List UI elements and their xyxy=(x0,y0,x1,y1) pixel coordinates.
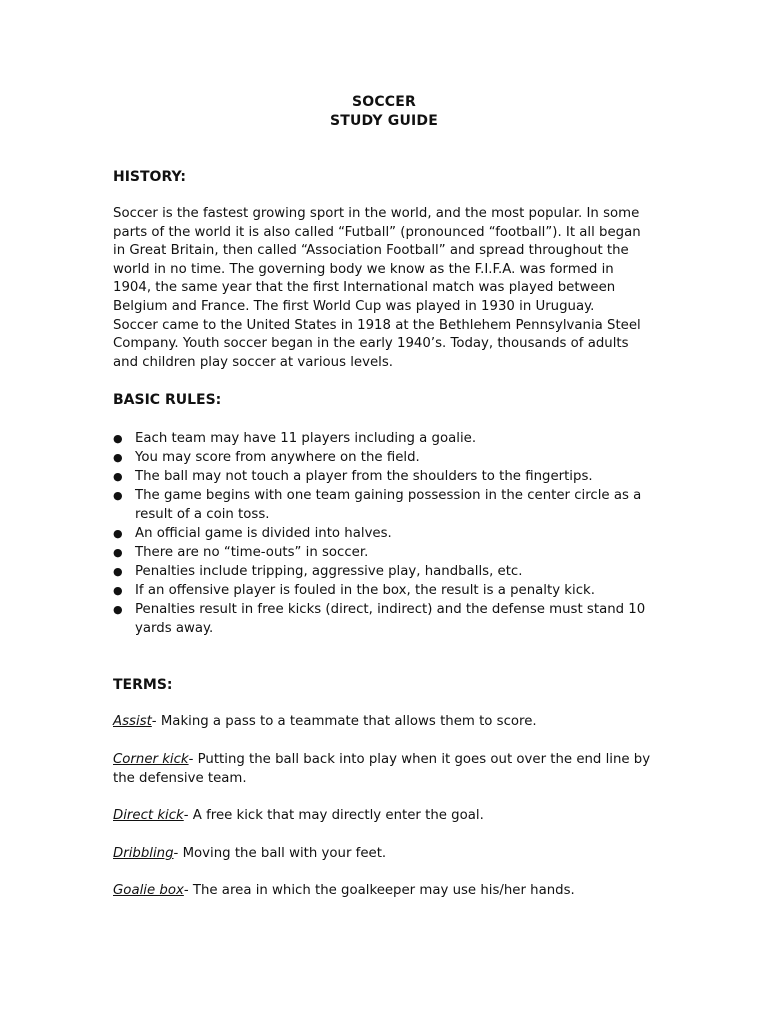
bullet-icon: ● xyxy=(113,432,123,445)
rule-text: An official game is divided into halves. xyxy=(135,526,392,541)
bullet-icon: ● xyxy=(113,565,123,578)
bullet-icon: ● xyxy=(113,603,123,616)
term-definition: - Putting the ball back into play when it goes out over the end line by the defensive team. xyxy=(113,752,651,786)
term-name: Direct kick xyxy=(113,808,184,823)
bullet-icon: ● xyxy=(113,470,123,483)
rule-text: The ball may not touch a player from the shoulders to the fingertips. xyxy=(135,469,593,484)
rule-text: There are no “time-outs” in soccer. xyxy=(135,545,369,560)
term-entry xyxy=(113,882,653,901)
rule-text: You may score from anywhere on the field. xyxy=(135,450,420,465)
document-title: SOCCER xyxy=(351,94,417,110)
rule-item xyxy=(113,429,653,448)
rule-item xyxy=(113,562,653,581)
bullet-icon: ● xyxy=(113,451,123,464)
term-name: Corner kick xyxy=(113,752,189,767)
rule-item xyxy=(113,448,653,467)
rule-item xyxy=(113,543,653,562)
bullet-icon: ● xyxy=(113,489,123,502)
history-heading: HISTORY: xyxy=(113,169,186,185)
rule-item xyxy=(113,486,653,524)
bullet-icon: ● xyxy=(113,546,123,559)
term-name: Dribbling xyxy=(113,846,174,861)
term-name: Assist xyxy=(113,714,152,729)
rule-item xyxy=(113,581,653,600)
term-definition: - Moving the ball with your feet. xyxy=(173,846,387,861)
rule-text: Penalties result in free kicks (direct, indirect) and the defense must stand 10 yards away. xyxy=(135,602,646,636)
rule-text: Each team may have 11 players including a goalie. xyxy=(135,431,477,446)
rule-item xyxy=(113,600,653,638)
bullet-icon: ● xyxy=(113,527,123,540)
document-subtitle: STUDY GUIDE xyxy=(329,113,439,129)
terms-heading: TERMS: xyxy=(113,677,173,693)
term-name: Goalie box xyxy=(113,883,184,898)
rule-text: If an offensive player is fouled in the box, the result is a penalty kick. xyxy=(135,583,595,598)
term-entry xyxy=(113,751,653,788)
rule-item xyxy=(113,467,653,486)
rule-text: Penalties include tripping, aggressive play, handballs, etc. xyxy=(135,564,523,579)
term-definition: - A free kick that may directly enter the goal. xyxy=(183,808,484,823)
term-definition: - The area in which the goalkeeper may use his/her hands. xyxy=(183,883,575,898)
term-definition: - Making a pass to a teammate that allows them to score. xyxy=(151,714,537,729)
basic-rules-list xyxy=(113,429,653,638)
term-entry xyxy=(113,807,653,826)
rule-text: The game begins with one team gaining possession in the center circle as a result of a coin toss. xyxy=(135,488,642,522)
bullet-icon: ● xyxy=(113,584,123,597)
term-entry xyxy=(113,845,653,864)
history-paragraph: Soccer is the fastest growing sport in the world, and the most popular. In some parts of the world it is also called “Futball” (pronounced “football”). It all began in Great Britain, then called “Association Football” and spread throughout the world in no time. The governing body we know as the F.I.F.A. was formed in 1904, the same year that the first International match was played between Belgium and France. The first World Cup was played in 1930 in Uruguay. Soccer came to the United States in 1918 at the Bethlehem Pennsylvania Steel Company. Youth soccer began in the early 1940’s. Today, thousands of adults and children play soccer at various levels. xyxy=(113,206,641,370)
term-entry xyxy=(113,713,653,732)
rule-item xyxy=(113,524,653,543)
basic-rules-heading: BASIC RULES: xyxy=(113,392,222,408)
